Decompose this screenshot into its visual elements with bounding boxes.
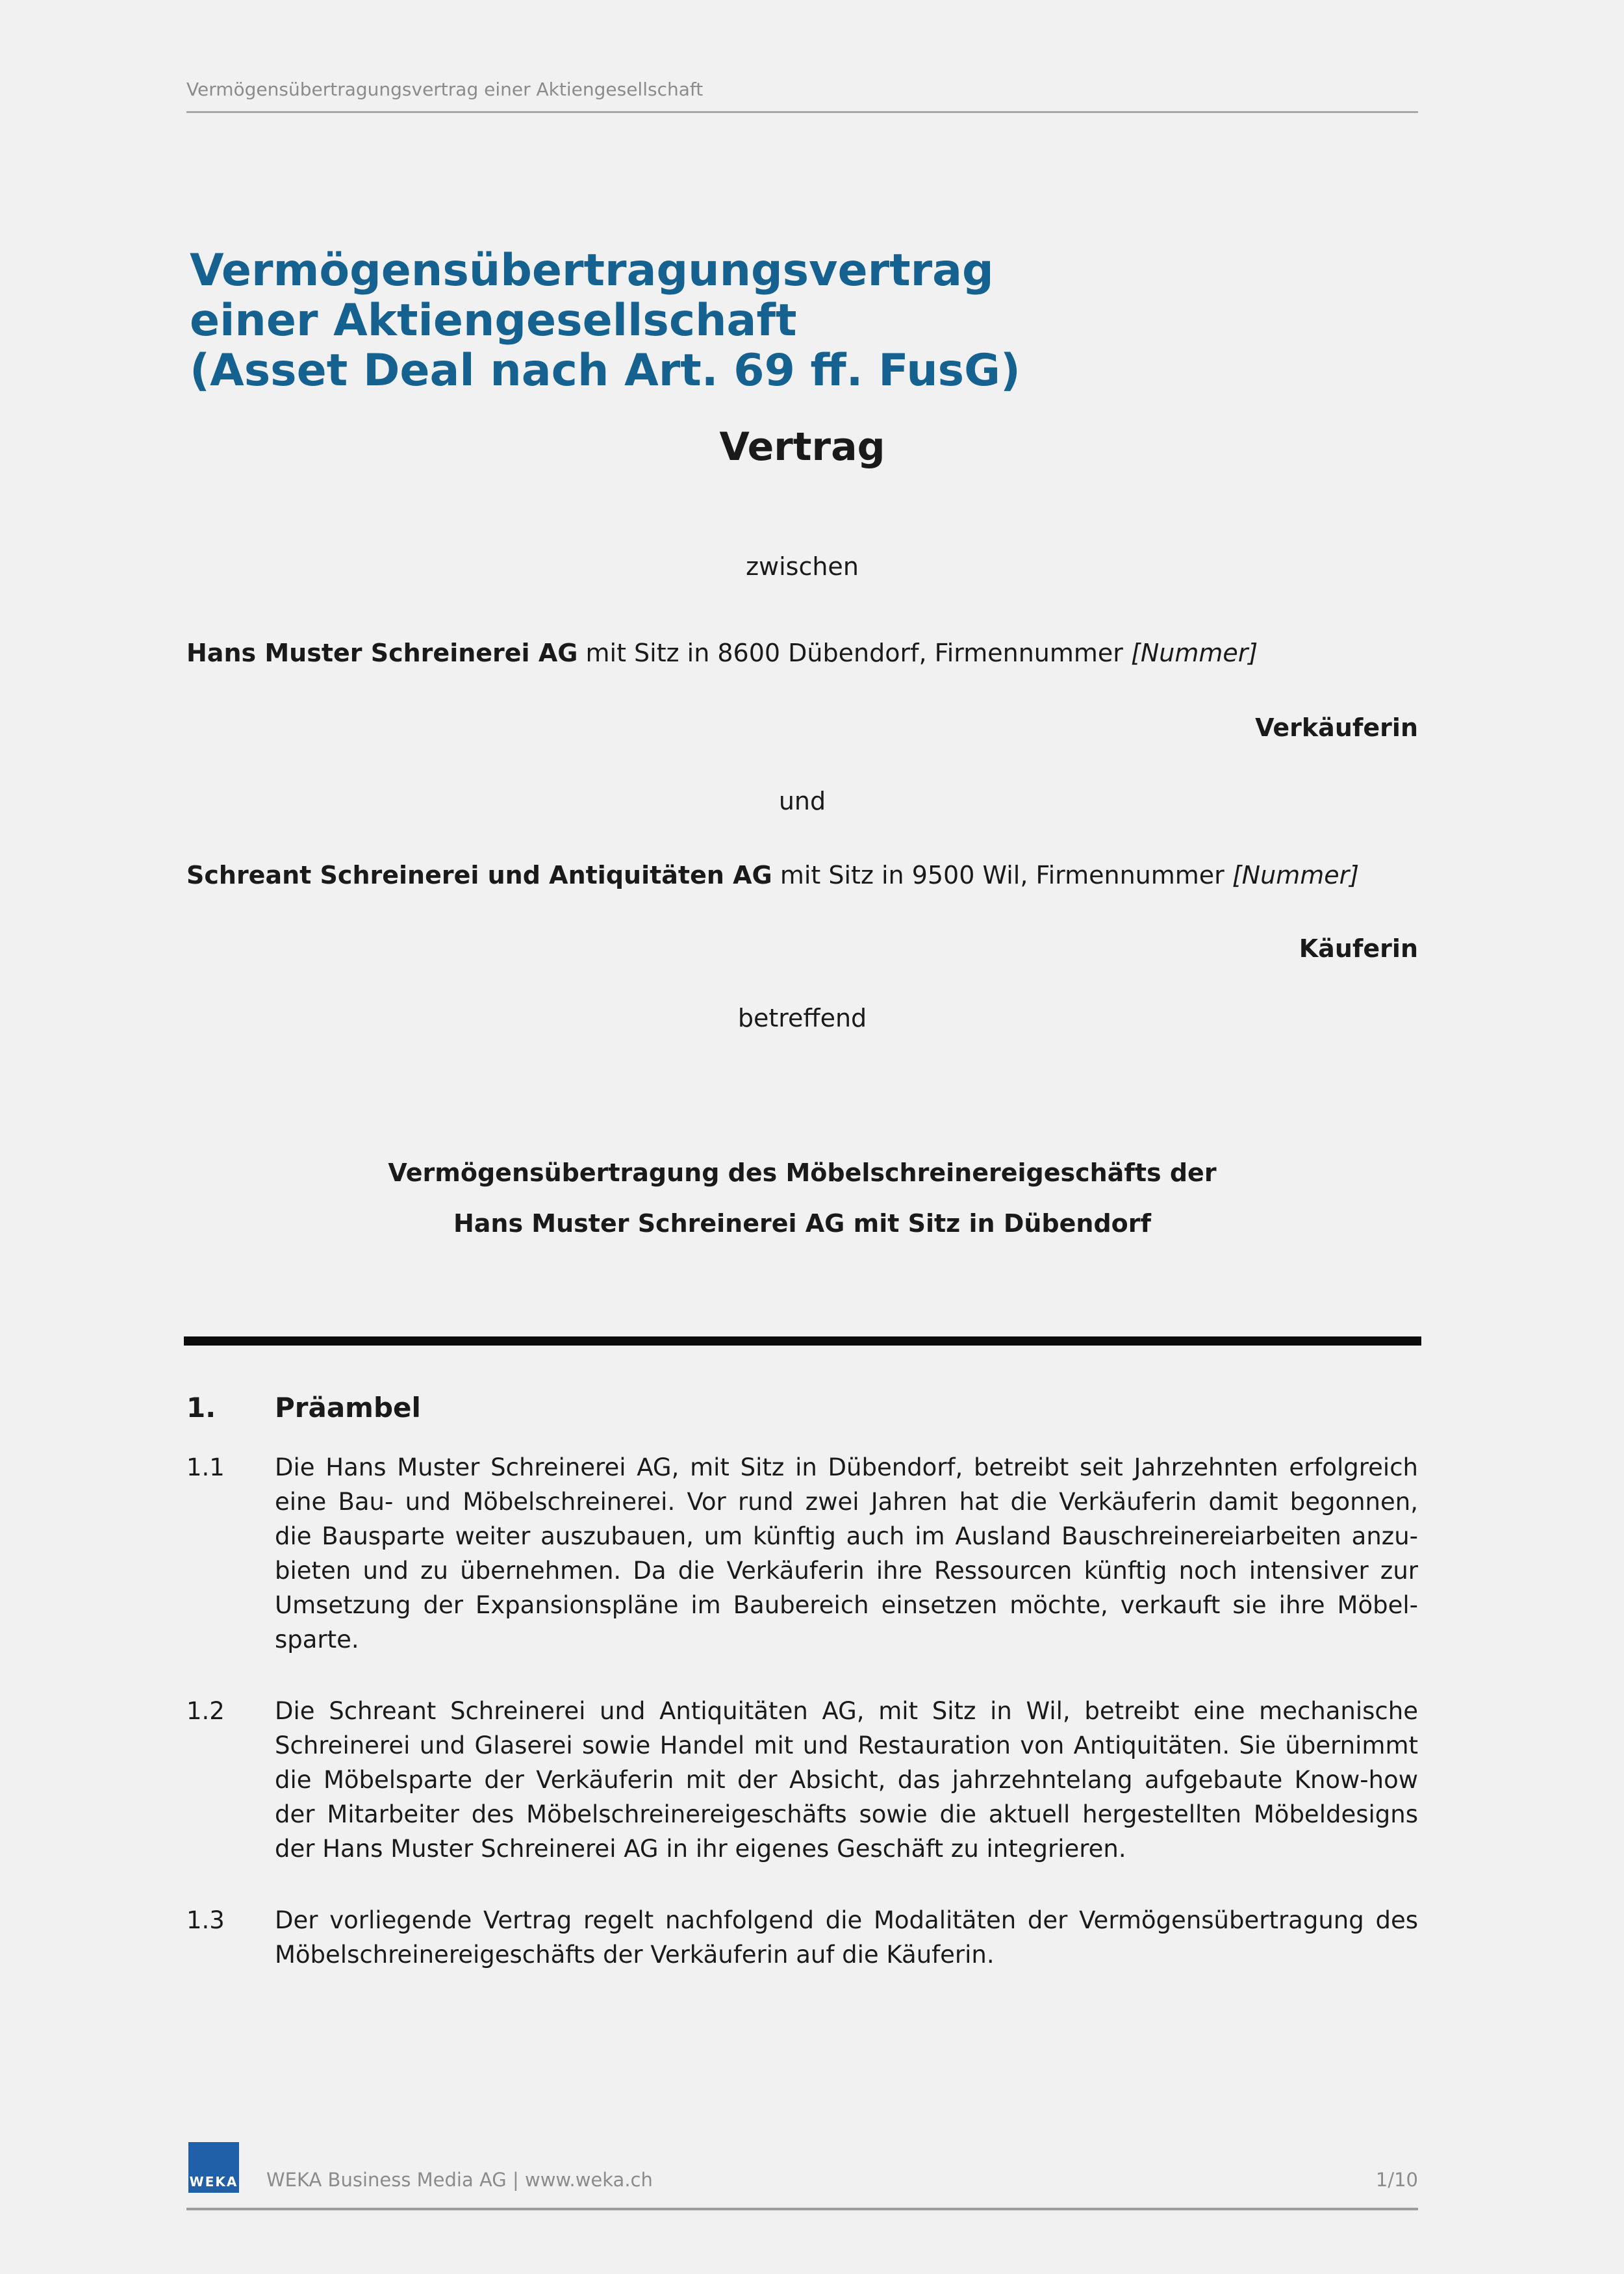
footer-company: WEKA Business Media AG <box>266 2169 507 2191</box>
party-seller-name: Hans Muster Schreinerei AG <box>186 639 578 667</box>
paragraph-line: Umsetzung der Expansionspläne im Baubereich einsetzen möchte, verkauft sie ihre Möbel- <box>275 1591 1418 1619</box>
paragraph-number: 1.1 <box>186 1453 225 1481</box>
header-divider <box>186 111 1418 113</box>
section-heading <box>186 1390 1418 1425</box>
party-seller-line <box>186 638 1418 668</box>
paragraph-text <box>275 1450 1418 1657</box>
section-divider-rule <box>184 1336 1421 1346</box>
party-seller-details: mit Sitz in 8600 Dübendorf, Firmennummer <box>577 639 1131 667</box>
paragraph <box>186 1450 1418 1657</box>
doc-title-line: einer Aktiengesellschaft <box>190 295 797 346</box>
section-title: Präambel <box>275 1392 421 1424</box>
doc-title <box>190 246 1021 396</box>
and-label: und <box>778 787 826 815</box>
paragraph-line: Der vorliegende Vertrag regelt nachfolgend die Modalitäten der Vermögensübertragung des <box>275 1906 1418 1934</box>
between-label: zwischen <box>746 552 859 581</box>
paragraph-line: der Hans Muster Schreinerei AG in ihr eigenes Geschäft zu integrieren. <box>275 1835 1126 1863</box>
buyer-role-label: Käuferin <box>1299 934 1418 963</box>
regarding-label: betreffend <box>737 1004 867 1032</box>
paragraph-text <box>275 1694 1418 1866</box>
paragraph-line: Die Hans Muster Schreinerei AG, mit Sitz in Dübendorf, betreibt seit Jahrzehnten erfolgreich <box>275 1453 1418 1481</box>
party-buyer-number-placeholder: [Nummer] <box>1232 861 1360 889</box>
party-buyer-details: mit Sitz in 9500 Wil, Firmennummer <box>772 861 1232 889</box>
footer-separator: | <box>506 2169 525 2191</box>
sections <box>186 1390 1418 2009</box>
doc-title-line: (Asset Deal nach Art. 69 ff. FusG) <box>190 345 1021 396</box>
paragraph-text <box>275 1903 1418 1972</box>
paragraph-number: 1.3 <box>186 1906 225 1934</box>
weka-logo-text: WEKA <box>189 2174 238 2190</box>
running-header: Vermögensübertragungsvertrag einer Aktiengesellschaft <box>186 79 704 100</box>
paragraph-line: Die Schreant Schreinerei und Antiquitäten AG, mit Sitz in Wil, betreibt eine mechanische <box>275 1697 1418 1725</box>
paragraph-line: eine Bau- und Möbelschreinerei. Vor rund zwei Jahren hat die Verkäuferin damit begonnen, <box>275 1488 1418 1516</box>
paragraph-line: Schreinerei und Glaserei sowie Handel mit und Restauration von Antiquitäten. Sie übernimmt <box>275 1731 1418 1759</box>
paragraph-line: die Bausparte weiter auszubauen, um künftig auch im Ausland Bauschreinereiarbeiten anzu- <box>275 1522 1418 1550</box>
contract-label: Vertrag <box>719 424 885 470</box>
paragraph-line: Möbelschreinereigeschäfts der Verkäuferin auf die Käuferin. <box>275 1941 995 1969</box>
page-indicator: 1/10 <box>1375 2169 1418 2191</box>
doc-title-line: Vermögensübertragungsvertrag <box>190 245 994 296</box>
party-seller-number-placeholder: [Nummer] <box>1131 639 1258 667</box>
subject-line-1: Vermögensübertragung des Möbelschreinereigeschäfts der <box>388 1158 1217 1187</box>
subject-line-2: Hans Muster Schreinerei AG mit Sitz in Dübendorf <box>453 1209 1152 1238</box>
paragraph-line: bieten und zu übernehmen. Da die Verkäuferin ihre Ressourcen künftig noch intensiver zur <box>275 1557 1418 1585</box>
footer-divider <box>186 2208 1418 2210</box>
paragraph-line: die Möbelsparte der Verkäuferin mit der Absicht, das jahrzehntelang aufgebaute Know-how <box>275 1766 1418 1794</box>
paragraph-line: der Mitarbeiter des Möbelschreinereigeschäfts sowie die aktuell hergestellten Möbeldesigns <box>275 1800 1418 1828</box>
paragraph-line: sparte. <box>275 1626 359 1654</box>
section-number: 1. <box>186 1392 216 1424</box>
paragraph <box>186 1694 1418 1866</box>
paragraph-number: 1.2 <box>186 1697 225 1725</box>
seller-role-label: Verkäuferin <box>1255 713 1418 742</box>
footer-website: www.weka.ch <box>525 2169 653 2191</box>
party-buyer-name: Schreant Schreinerei und Antiquitäten AG <box>186 861 772 889</box>
party-buyer-line <box>186 860 1418 890</box>
paragraph <box>186 1903 1418 1972</box>
